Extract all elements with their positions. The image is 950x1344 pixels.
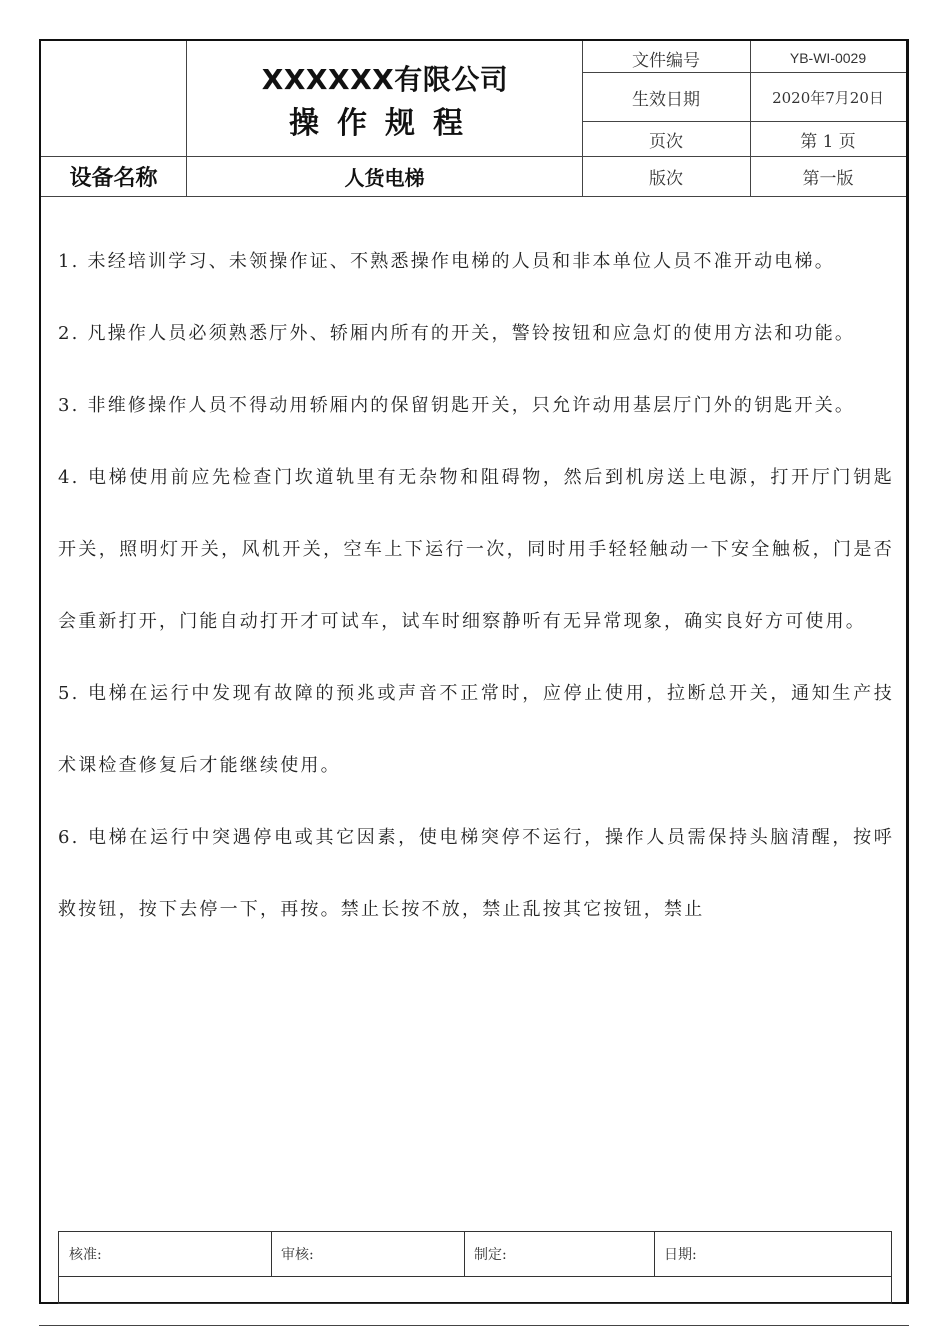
procedure-item: 2. 凡操作人员必须熟悉厅外、轿厢内所有的开关，警铃按钮和应急灯的使用方法和功能。	[58, 323, 856, 344]
document-type-title: 操作规程	[289, 106, 481, 141]
procedure-item: 4. 电梯使用前应先检查门坎道轨里有无杂物和阻碍物，然后到机房送上电源，打开厅门钥匙开关，照明灯开关，风机开关，空车上下运行一次，同时用手轻轻触动一下安全触板，门是否会重新打开，门能自动打开才可试车，试车时细察静听有无异常现象，确实良好方可使用。	[58, 467, 894, 632]
signature-row	[59, 1232, 891, 1277]
page-bottom-rule	[39, 1325, 909, 1326]
version-label: 版次	[649, 169, 683, 189]
page-value: 第 1 页	[800, 131, 856, 152]
procedure-item: 6. 电梯在运行中突遇停电或其它因素，使电梯突停不运行，操作人员需保持头脑清醒，按呼救按钮，按下去停一下，再按。禁止长按不放，禁止乱按其它按钮，禁止	[58, 827, 894, 920]
review-field: 审核:	[281, 1247, 314, 1263]
signature-table	[58, 1231, 892, 1304]
device-name-value: 人货电梯	[344, 165, 425, 190]
company-name: XXXXXX有限公司	[261, 63, 509, 96]
procedure-content	[58, 226, 894, 946]
page-label: 页次	[649, 131, 683, 152]
file-number-value: YB-WI-0029	[789, 50, 867, 66]
approve-field: 核准:	[69, 1247, 102, 1263]
version-value: 第一版	[802, 169, 854, 189]
procedure-item: 3. 非维修操作人员不得动用轿厢内的保留钥匙开关，只允许动用基层厅门外的钥匙开关。	[58, 395, 856, 416]
device-name-label: 设备名称	[69, 165, 158, 191]
header-divider	[41, 196, 906, 197]
effective-date-label: 生效日期	[632, 89, 700, 110]
effective-date-value: 2020年7月20日	[772, 88, 884, 107]
procedure-item: 1. 未经培训学习、未领操作证、不熟悉操作电梯的人员和非本单位人员不准开动电梯。	[58, 251, 835, 272]
procedure-item: 5. 电梯在运行中发现有故障的预兆或声音不正常时，应停止使用，拉断总开关，通知生产技术课检查修复后才能继续使用。	[58, 683, 894, 776]
prepare-field: 制定:	[474, 1247, 507, 1263]
date-field: 日期:	[664, 1247, 697, 1263]
file-number-label: 文件编号	[632, 50, 700, 71]
